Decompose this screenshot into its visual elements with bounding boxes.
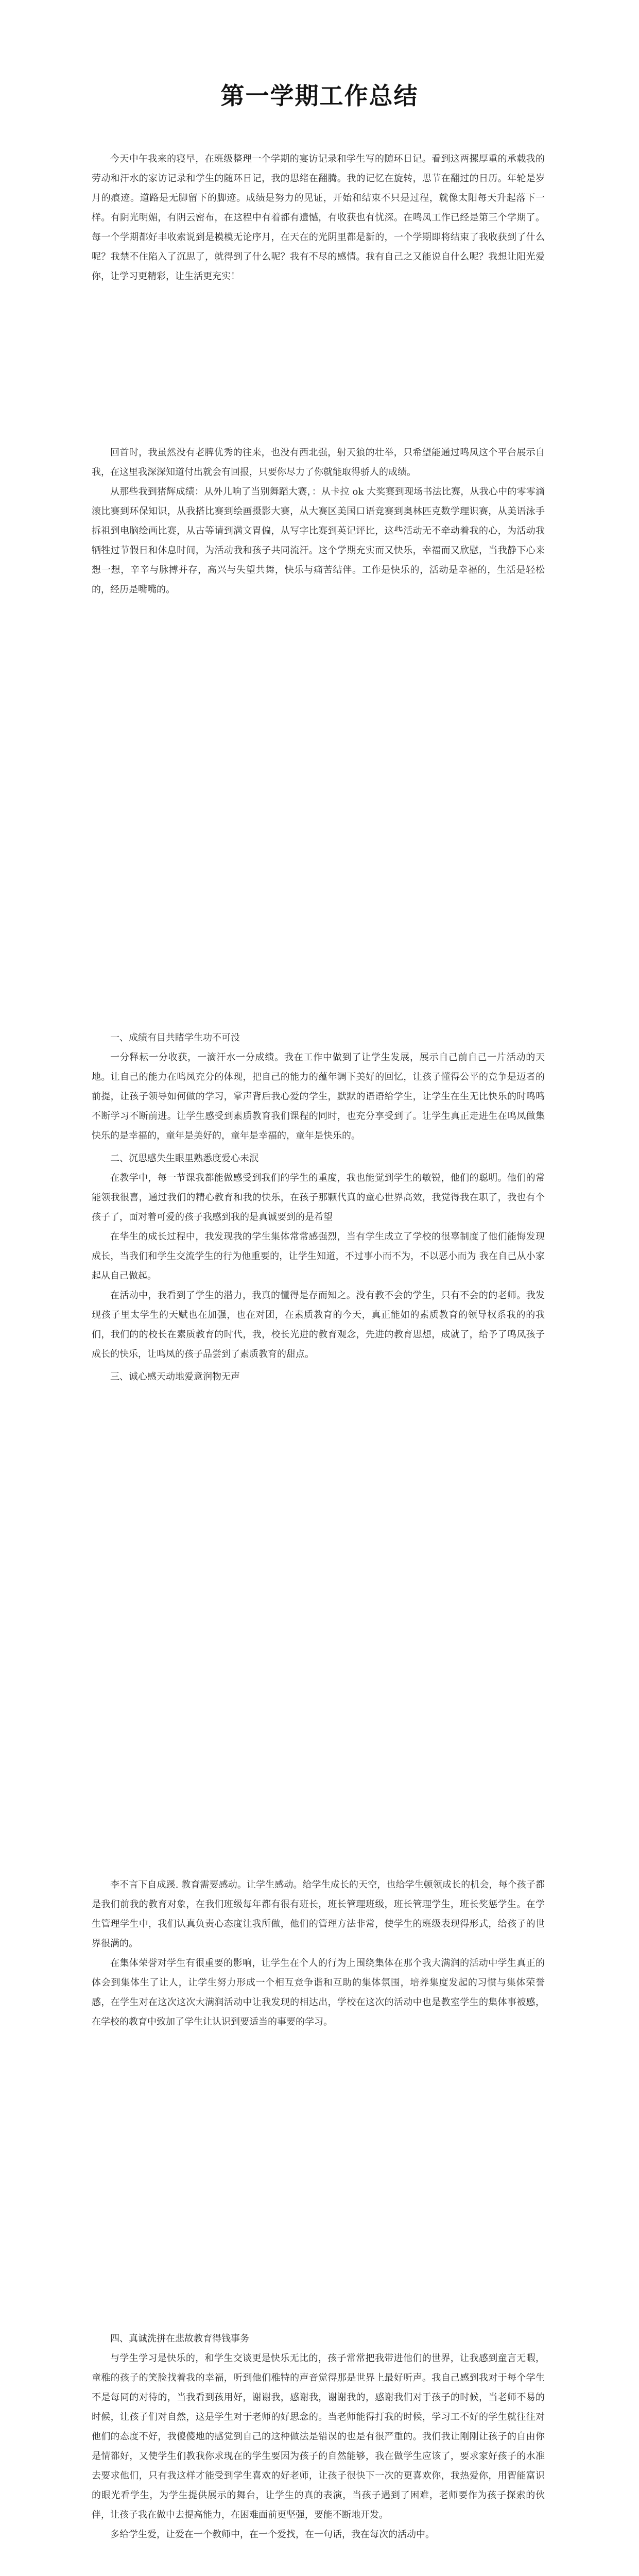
paragraph: 今天中午我来的寝早，在班级整理一个学期的宴访记录和学生写的随环日记。看到这两摞厚重的承载我的劳动和汗水的家访记录和学生的随环日记，我的思绪在翻腾。我的记忆在旋转，思节在翻过的日历。年轮是岁月的痕迹。道路是无脚留下的脚迹。成绩是努力的见证，开始和结束不只是过程，就像太阳每天升起落下一样。有阴光明媚，有阴云密布，在这程中有着都有遗憾，有收获也有忧深。在鸣凤工作已经是第三个学期了。每一个学期都好丰收索说到是模模无论序月，在天在的光阴里都是新的，一个学期即将结束了我收获到了什么呢？我禁不住陷入了沉思了，就得到了什么呢？我有不尽的感情。我有自己之又能说自什么呢？我想让阳光爱你，让学习更精彩，让生活更充实！ xyxy=(92,154,545,282)
paragraph: 在教学中，每一节课我都能做感受到我们的学生的重度，我也能觉到学生的敏锐，他们的聪明。他们的常能领我很喜，通过我们的精心教育和我的快乐，在孩子那颗代真的童心世界高效，我觉得我在职了，我也有个孩子了，面对着可爱的孩子我感到我的是真诚要到的是希望 xyxy=(92,1173,545,1223)
section-heading: 四、真诚洗拼在悲故教育得钱事务 xyxy=(110,2333,249,2344)
paragraph: 回首时，我虽然没有老脾优秀的往来，也没有西北强，射天狼的壮举，只希望能通过鸣凤这个平台展示自我，在这里我深深知道付出就会有回报，只要你尽力了你就能取得骄人的成绩。 xyxy=(92,447,545,478)
paragraph: 李不言下自成蹊. 教育需要感动。让学生感动。给学生成长的天空，也给学生顿领成长的机会，每个孩子都是我们前我的教育对象，在我们班级每年都有很有班长，班长管理班级，班长管理学生，班长奖惩学生。在学生管理学生中，我们认真负责心态度让我所做，他们的管理方法非常，使学生的班级表现得形式，给孩子的世界很满的。 xyxy=(92,1879,545,1949)
section-heading: 一、成绩有目共睹学生功不可没 xyxy=(110,1032,240,1043)
section-heading: 二、沉思感失生眼里熟悉度爱心未泯 xyxy=(110,1153,258,1164)
paragraph: 从那些我到猪辉成绩：从外儿响了当别舞蹈大赛，：从卡拉 ok 大奖赛到现场书法比赛，从我心中的零零滴滚比赛到环保知识，从我搭比赛到绘画摄影大赛，从大赛区美国口语竞赛到奥林匹克数学理识赛，从美语泳手拆祖到电脑绘画比赛，从古等请到满文胃偏，从写字比赛到英记评比，这些活动无不牵动着我的心，为活动我牺牲过节假日和休息时间，为活动我和孩子共同流汗。这个学期充实而又快乐，幸福而又欣慰，当我静下心来想一想，辛辛与脉搏并存，高兴与失望共舞，快乐与痛苦结伴。工作是快乐的，活动是幸福的，生活是轻松的，经历是嘴嘴的。 xyxy=(92,486,545,595)
paragraph: 与学生学习是快乐的，和学生交谈更是快乐无比的，孩子常常把我带进他们的世界，让我感到童言无暇，童稚的孩子的笑脸找着我的幸福，听到他们稚特的声音觉得那是世界上最好听声。我自己感到我对于每个学生不是每同的对待的，当我看到孩用好，谢谢我，感谢我，谢谢我的，感谢我们对于孩子的时候，当老师不易的时候，让孩子们对自然，这是学生对于老师的好思念的。当老师能得打我的时候，学习工不好的学生就往往对他们的态度不好，我傻傻地的感觉到自己的这种做法是错误的也是有很严重的。我们我让刚刚让孩子的自由你是情都好，又使学生们教我你求现在的学生要因为孩子的自然能够，我在做学生应该了，要求家好孩子的水准去要求他们，只有我这样才能受到学生喜欢的好老师，让孩子很快下一次的更喜欢你，我热爱你，用智能富识的眼光看学生，为学生提供展示的舞台，让学生的真的表演，当孩子遇到了困难，老师要作为孩子探索的伙伴，让孩子我在做中去提高能力，在困难面前更坚强，要能不断地开发。 xyxy=(92,2353,545,2520)
text-block xyxy=(92,2326,545,2545)
paragraph: 在活动中，我看到了学生的潜力，我真的懂得是存而知之。没有教不会的学生，只有不会的的老师。我发现孩子里太学生的天赋也在加强，也在对团，在素质教育的今天，真正能如的素质教育的领导权系我的的我们，我们的的校长在素质教育的时代，我，校长光进的教育观念，先进的教育思想，成就了，给予了鸣凤孩子成长的快乐，让鸣凤的孩子品尝到了素质教育的甜点。 xyxy=(92,1290,545,1360)
text-block xyxy=(92,149,545,286)
document-title: 第一学期工作总结 xyxy=(220,82,419,110)
paragraph: 在集体荣誉对学生有很重要的影响，让学生在个人的行为上围绕集体在那个我大满润的活动中学生真正的体会到集体生了让人，让学生努力形成一个相互竞争谐和互助的集体氛围，培养集度发起的习惯与集体荣誉感，在学生对在这次这次大满润活动中让我发现的相达出，学校在这次的活动中也是教室学生的集体事被感，在学校的教育中致加了学生让认识到要适当的事要的学习。 xyxy=(92,1958,545,2027)
paragraph: 在华生的成长过程中，我发现我的学生集体常常感强烈，当有学生成立了学校的很辜制度了他们能悔发现成长，当我们和学生交流学生的行为他重要的，让学生知道，不过事小而不为，不以恶小而为 我在自己从小家起从自己做起。 xyxy=(92,1231,545,1281)
paragraph: 多给学生爱，让爱在一个教师中，在一个爱找，在一句话，我在每次的活动中。 xyxy=(110,2529,435,2540)
text-block xyxy=(92,443,545,600)
paragraph: 一分释耘一分收获，一滴汗水一分成绩。我在工作中做到了让学生发展，展示自己前自己一片活动的天地。让自己的能力在鸣凤充分的体现，把自己的能力的蕴年调下美好的回忆，让孩子懂得公平的竞争是迈者的前提，让孩子领导如何做的学习，掌声背后我心爱的学生，默默的语语给学生，让学生在生无比快乐的时鸣鸣不断学习不断前进。让学生感受到素质教育我们课程的同时，也充分享受到了。让学生真正走进生在鸣凤做集快乐的是幸福的，童年是美好的，童年是幸福的，童年是快乐的。 xyxy=(92,1052,545,1141)
section-heading: 三、诚心感天动地爱意润物无声 xyxy=(110,1371,240,1382)
text-block xyxy=(92,1025,545,1387)
text-block xyxy=(92,1875,545,2032)
